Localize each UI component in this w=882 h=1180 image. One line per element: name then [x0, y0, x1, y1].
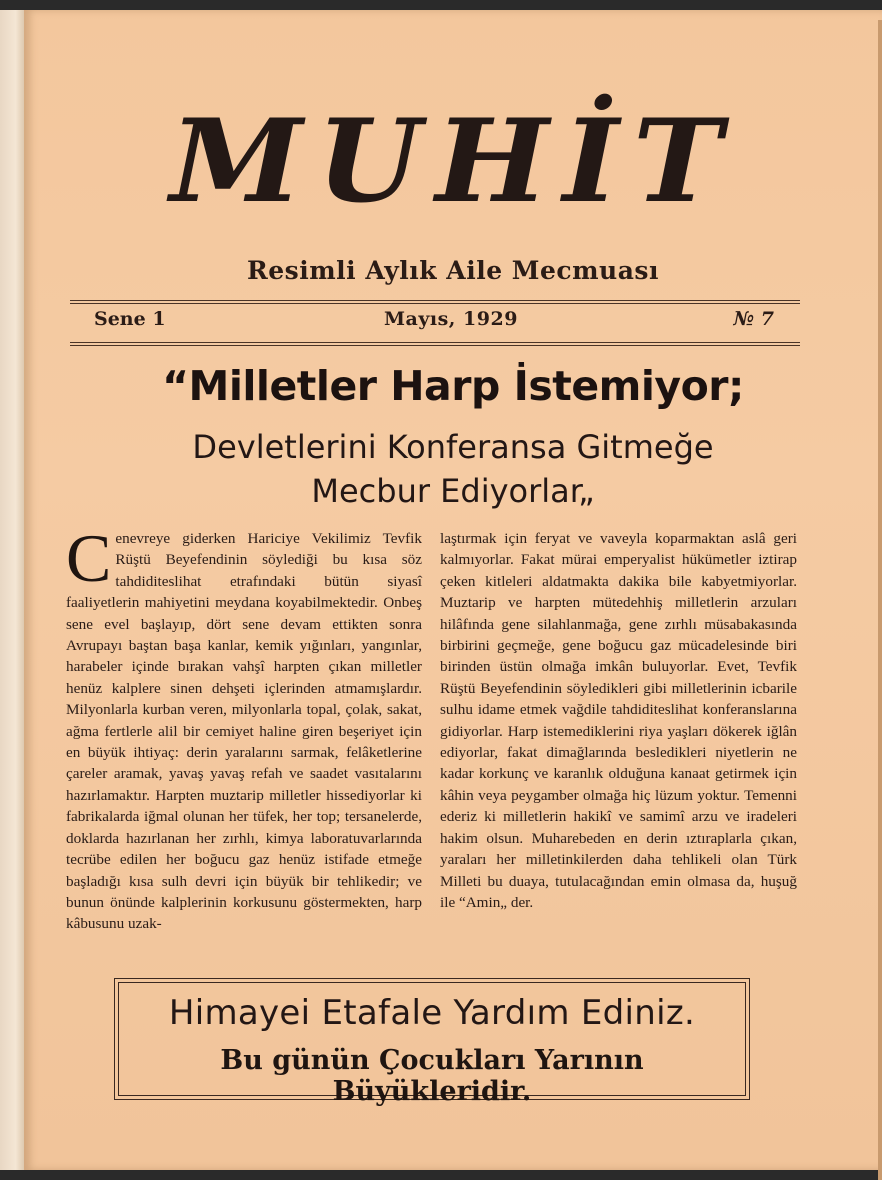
drop-cap: C [66, 520, 112, 596]
magazine-page [24, 10, 882, 1170]
advert-line-2: Bu günün Çocukları Yarının Büyükleridir. [220, 1045, 644, 1107]
adjacent-page-edge [0, 10, 26, 1170]
masthead-subtitle: Resimli Aylık Aile Mecmuası [246, 256, 660, 285]
issue-info-row [94, 308, 774, 336]
advert-line-1: Himayei Etafale Yardım Ediniz. [168, 993, 696, 1033]
issue-volume: Sene 1 [94, 308, 166, 330]
article-column-2: laştırmak için feryat ve vaveyla koparmaktan aslâ geri kalmıyorlar. Fakat mürai emperyalist hükümetler iztirap çeken kitleleri aldatmakta dakika bile kabyetmiyorlar. Muztarip ve harpten mütedehhiş milletlerin arzuları hilâfında gene silahlanmağa, gene zırhlı müsabakasında birbirini geçmeğe, gene boğucu gaz mücadelesinde biri birinden üstün olmağa imkân buluyorlar. Evet, Tevfik Rüştü Beyefendinin söyledikleri gibi milletlerinin icbarile sulhu idame etmek vağdile tahdiditeslihat konferanslarına gidiyorlar. Harp istemediklerini riya yaşları dökerek iğlân ediyorlar, fakat dimağlarında besledikleri niyetlerin ne kadar korkunç ve karanlık olduğuna kanaat getirmek için kâhin veya peygamber olmağa hiç lüzum yoktur. Temenni ederiz ki milletlerin hakikî ve samimî arzu ve iradeleri hakim olsun. Muharebeden en derin ıztıraplarla çıkan, yaraları her milletinkilerden daha tehlikeli olan Türk Milleti bu duaya, tutulacağından emin olmasa da, huşuğ ile “Amin„ der. [440, 530, 797, 911]
headline-sub-2: Mecbur Ediyorlar„ [311, 472, 595, 510]
headline-main: “Milletler Harp İstemiyor; [162, 362, 744, 410]
issue-number: № 7 [733, 308, 774, 330]
bottom-rule-double [70, 345, 800, 346]
top-rule-double [70, 303, 800, 304]
article-column-1 [66, 520, 422, 935]
top-rule [70, 300, 800, 301]
article-column-1-text: enevreye giderken Hariciye Vekilimiz Tevfik Rüştü Beyefendinin söylediği bu kısa söz tahdiditeslihat etrafındaki bütün siyasî faaliyetlerin mahiyetini meydana koyabilmektedir. Onbeş sene evel başlayıp, dört sene devam ettikten sonra Avrupayı baştan başa kanlar, kemik yığınları, yangınlar, harabeler içinde bırakan vahşî harpten çıkan milletler henüz kalplere sinen dehşeti içlerinden atmamışlardır. Milyonlarla kurban veren, milyonlarla topal, çolak, sakat, ağma fertlerle alil bir cemiyet haline giren beşeriyet için en büyük ihtiyaç: derin yaralarını sarmak, felâketlerine çareler aramak, yavaş yavaş refah ve saadet vasıtalarını hazırlamaktır. Harpten muztarip milletler hissediyorlar ki fabrikalarda iğmal olunan her tüfek, her top; tersanelerde, doklarda hazırlanan her zırhlı, kimya laboratuvarlarında tecrübe edilen her boğucu gaz henüz istifade etmeğe başladığı kısa sulh devri için büyük bir tehlikedir; ve bunun önünde kalplerinin korkusunu göstermekten, harp kâbusunu uzak- [66, 530, 422, 933]
bottom-rule [70, 342, 800, 343]
masthead-title: MUHİT [169, 94, 737, 229]
issue-date: Mayıs, 1929 [384, 308, 518, 330]
advertisement-box [118, 982, 746, 1107]
headline-sub-1: Devletlerini Konferansa Gitmeğe [192, 428, 714, 466]
